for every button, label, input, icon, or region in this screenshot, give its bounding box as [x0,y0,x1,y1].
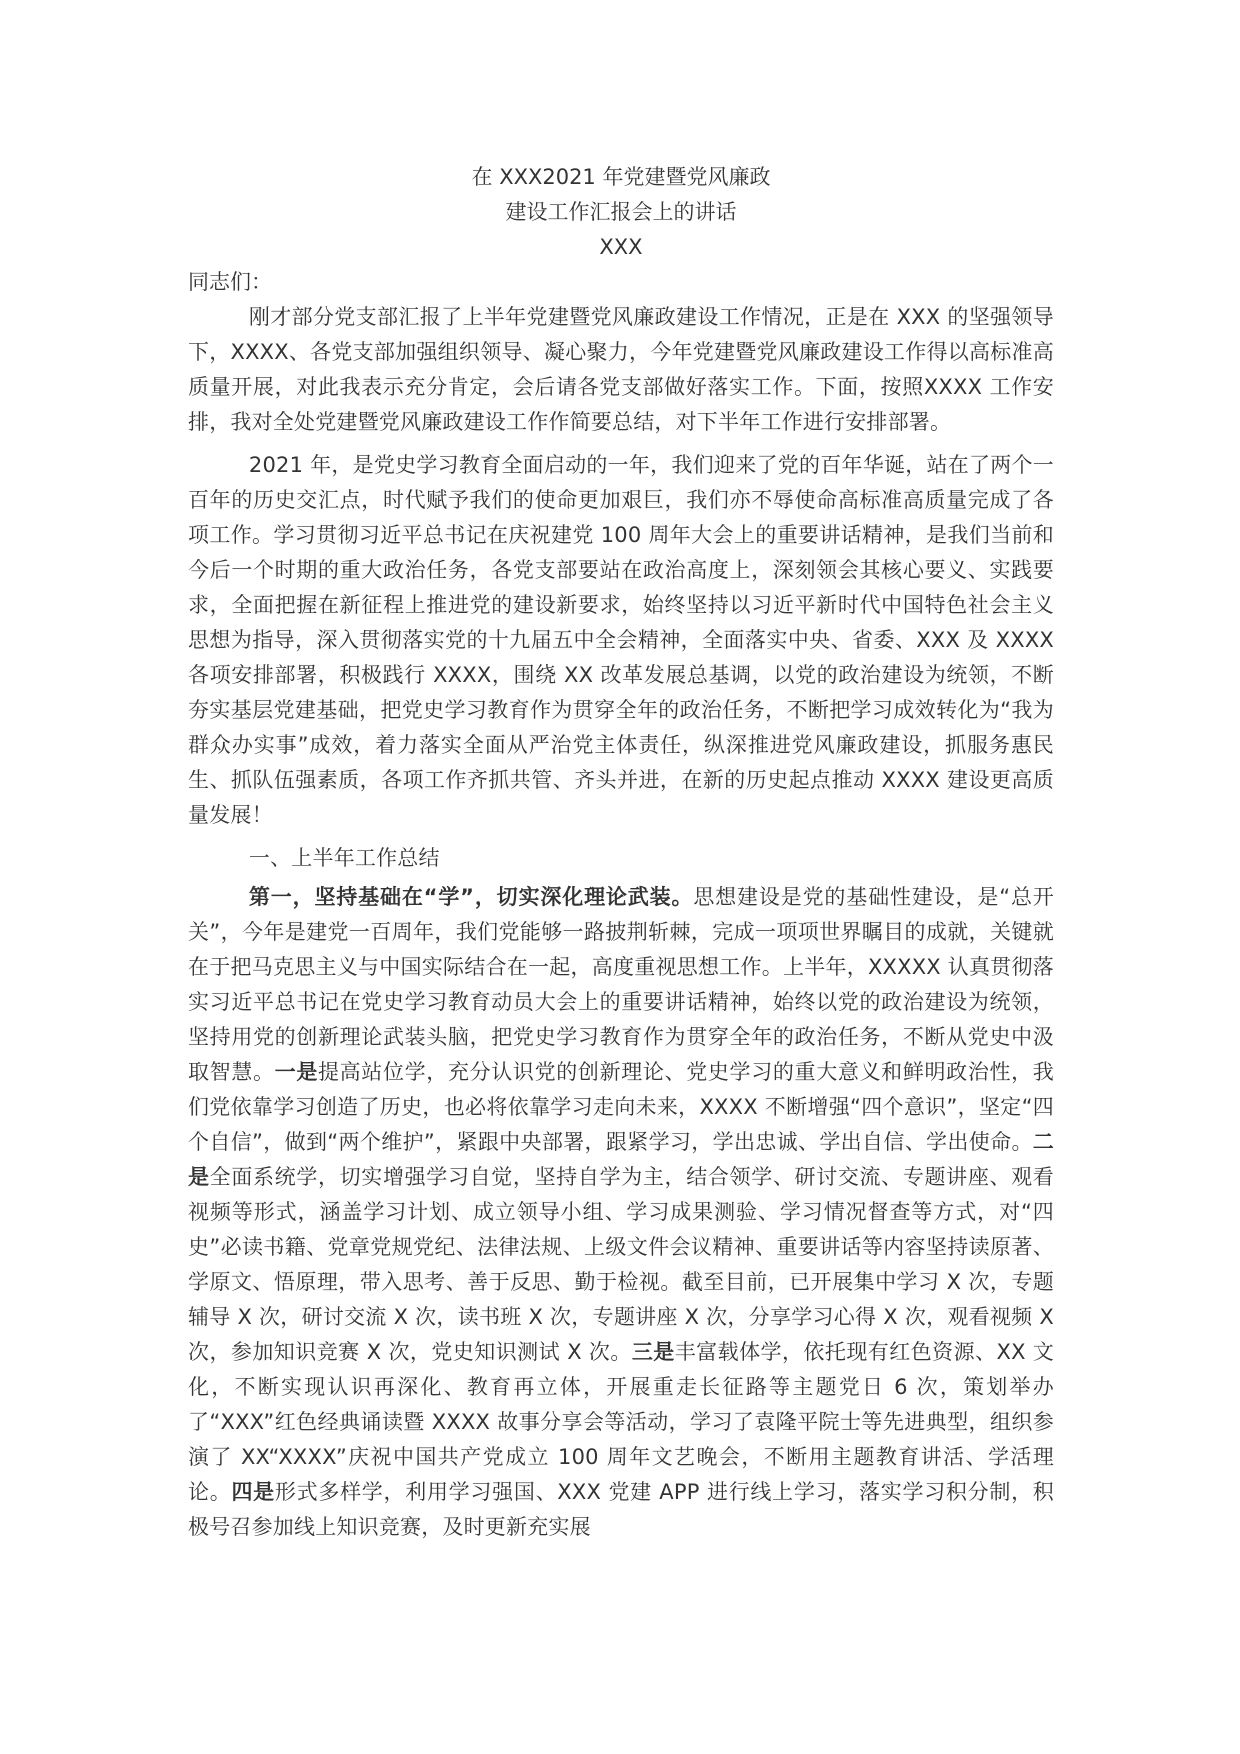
document-page [188,160,1054,1553]
body-paragraph [188,880,1054,1545]
body-paragraph [188,448,1054,833]
paragraph-text: 2021 年，是党史学习教育全面启动的一年，我们迎来了党的百年华诞，站在了两个一百年的历史交汇点，时代赋予我们的使命更加艰巨，我们亦不辱使命高标准高质量完成了各项工作。学习贯彻习近平总书记在庆祝建党 100 周年大会上的重要讲话精神，是我们当前和今后一个时期的重大政治任务，各党支部要站在政治高度上，深刻领会其核心要义、实践要求，全面把握在新征程上推进党的建设新要求，始终坚持以习近平新时代中国特色社会主义思想为指导，深入贯彻落实党的十九届五中全会精神，全面落实中央、省委、XXX 及 XXXX 各项安排部署，积极践行 XXXX，围绕 XX 改革发展总基调，以党的政治建设为统领，不断夯实基层党建基础，把党史学习教育作为贯穿全年的政治任务，不断把学习成效转化为“我为群众办实事”成效，着力落实全面从严治党主体责任，纵深推进党风廉政建设，抓服务惠民生、抓队伍强素质，各项工作齐抓共管、齐头并进，在新的历史起点推动 XXXX 建设更高质量发展！ [188,453,1054,827]
body-paragraphs [188,300,1054,1545]
document-author: XXX [599,235,643,259]
emphasis-text: 二是 [188,1130,1054,1189]
section-heading [188,841,1054,876]
salutation: 同志们： [188,270,272,294]
paragraph-text: 思想建设是党的基础性建设，是“总开关”，今年是建党一百周年，我们党能够一路披荆斩棘，完成一项项世界瞩目的成就，关键就在于把马克思主义与中国实际结合在一起，高度重视思想工作。上半年，XXXXX 认真贯彻落实习近平总书记在党史学习教育动员大会上的重要讲话精神，始终以党的政治建设为统领，坚持用党的创新理论武装头脑，把党史学习教育作为贯穿全年的政治任务，不断从党史中汲取智慧。 [188,885,1054,1084]
emphasis-text: 一是 [274,1060,318,1084]
emphasis-text: 第一，坚持基础在“学”，切实深化理论武装。 [248,885,694,909]
emphasis-text: 四是 [231,1480,275,1504]
paragraph-text: 一、上半年工作总结 [248,846,440,870]
emphasis-text: 三是 [631,1340,675,1364]
body-paragraph [188,300,1054,440]
paragraph-text: 形式多样学，利用学习强国、XXX 党建 APP 进行线上学习，落实学习积分制，积极号召参加线上知识竞赛，及时更新充实展 [188,1480,1055,1539]
paragraph-text: 丰富载体学，依托现有红色资源、XX 文化，不断实现认识再深化、教育再立体，开展重走长征路等主题党日 6 次，策划举办了“XXX”红色经典诵读暨 XXXX 故事分享会等活动，学习了袁隆平院士等先进典型，组织参演了 XX“XXXX”庆祝中国共产党成立 100 周年文艺晚会，不断用主题教育讲活、学活理论。 [188,1340,1054,1504]
paragraph-text: 提高站位学，充分认识党的创新理论、党史学习的重大意义和鲜明政治性，我们党依靠学习创造了历史，也必将依靠学习走向未来，XXXX 不断增强“四个意识”，坚定“四个自信”，做到“两个维护”，紧跟中央部署，跟紧学习，学出忠诚、学出自信、学出使命。 [188,1060,1054,1154]
document-title-line-2: 建设工作汇报会上的讲话 [505,200,737,224]
document-title-block [188,160,1054,265]
paragraph-text: 全面系统学，切实增强学习自觉，坚持自学为主，结合领学、研讨交流、专题讲座、观看视频等形式，涵盖学习计划、成立领导小组、学习成果测验、学习情况督查等方式，对“四史”必读书籍、党章党规党纪、法律法规、上级文件会议精神、重要讲话等内容坚持读原著、学原文、悟原理，带入思考、善于反思、勤于检视。截至目前，已开展集中学习 X 次，专题辅导 X 次，研讨交流 X 次，读书班 X 次，专题讲座 X 次，分享学习心得 X 次，观看视频 X 次，参加知识竞赛 X 次，党史知识测试 X 次。 [188,1165,1055,1364]
document-title-line-1: 在 XXX2021 年党建暨党风廉政 [471,165,771,189]
paragraph-text: 刚才部分党支部汇报了上半年党建暨党风廉政建设工作情况，正是在 XXX 的坚强领导下，XXXX、各党支部加强组织领导、凝心聚力，今年党建暨党风廉政建设工作得以高标准高质量开展，对此我表示充分肯定，会后请各党支部做好落实工作。下面，按照XXXX 工作安排，我对全处党建暨党风廉政建设工作作简要总结，对下半年工作进行安排部署。 [188,305,1054,434]
